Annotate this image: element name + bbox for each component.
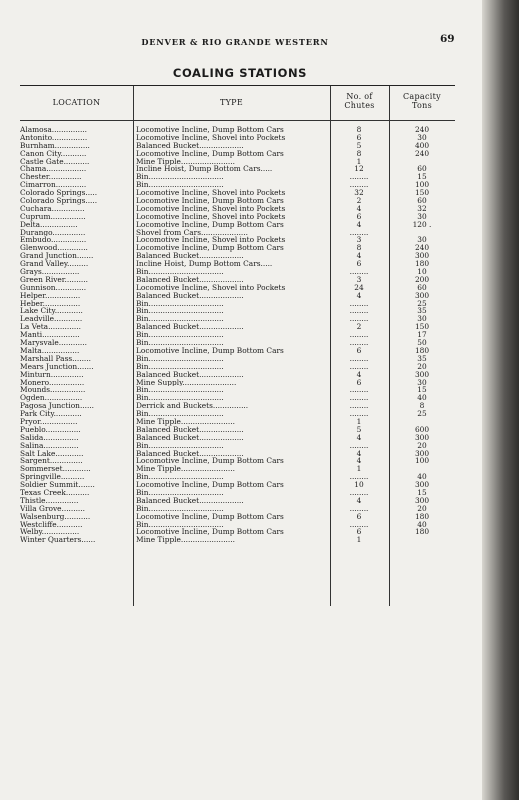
header-chutes-line1: No. of	[346, 92, 373, 101]
table-row	[20, 363, 455, 371]
cell-type: Incline Hoist, Dump Bottom Cars.....	[136, 165, 273, 174]
cell-location: Sargent..............	[20, 457, 83, 466]
cell-location: Walsenburg...........	[20, 512, 91, 521]
cell-capacity: 15	[417, 488, 427, 497]
section-title: COALING STATIONS	[172, 66, 308, 80]
table-row	[20, 252, 455, 260]
cell-location: Chester..............	[20, 173, 82, 182]
table-row	[20, 339, 455, 347]
cell-location: Westcliffe...........	[20, 520, 83, 529]
cell-location: Sommerset............	[20, 465, 91, 474]
cell-capacity: 180	[414, 512, 430, 521]
cell-type: Locomotive Incline, Shovel into Pockets	[136, 236, 286, 245]
cell-location: Durango..............	[20, 228, 86, 237]
table-row	[20, 292, 455, 300]
cell-type: Bin................................	[136, 331, 224, 340]
cell-chutes: 5	[356, 141, 362, 150]
cell-chutes: 4	[356, 496, 362, 505]
cell-type: Locomotive Incline, Shovel into Pockets	[136, 204, 286, 213]
cell-type: Balanced Bucket...................	[136, 275, 244, 284]
cell-location: Monero...............	[20, 378, 85, 387]
cell-chutes: ........	[349, 307, 369, 316]
cell-location: La Veta..............	[20, 323, 81, 332]
cell-chutes: 6	[356, 260, 362, 269]
cell-type: Mine Tipple.......................	[136, 157, 235, 166]
cell-type: Balanced Bucket...................	[136, 425, 244, 434]
cell-capacity: 300	[414, 370, 430, 379]
cell-capacity: 300	[414, 291, 430, 300]
cell-capacity: 17	[417, 331, 427, 340]
cell-type: Locomotive Incline, Dump Bottom Cars	[136, 481, 284, 489]
table-row	[20, 142, 455, 150]
cell-chutes: ........	[349, 441, 369, 450]
cell-capacity: 30	[417, 212, 427, 221]
table-row	[20, 394, 455, 402]
cell-location: Malta................	[20, 346, 80, 355]
cell-type: Balanced Bucket...................	[136, 370, 244, 379]
table-row	[20, 181, 455, 189]
cell-chutes: ........	[349, 354, 369, 363]
cell-chutes: 3	[356, 236, 362, 245]
table-row	[20, 307, 455, 315]
cell-location: Salina...............	[20, 441, 79, 450]
table-row	[20, 513, 455, 521]
cell-chutes: 6	[356, 346, 362, 355]
cell-location: Colorado Springs.....	[20, 197, 98, 205]
table-row	[20, 410, 455, 418]
cell-capacity: 30	[417, 236, 427, 245]
cell-chutes: 2	[356, 323, 362, 332]
cell-location: Grand Valley.........	[20, 260, 89, 269]
cell-type: Bin................................	[136, 173, 224, 182]
cell-chutes: ........	[349, 181, 369, 190]
table-row	[20, 205, 455, 213]
coaling-stations-table	[20, 85, 455, 606]
cell-type: Mine Supply.......................	[136, 378, 237, 387]
table-row	[20, 331, 455, 339]
table-row	[20, 260, 455, 268]
cell-chutes: 4	[356, 457, 362, 466]
cell-capacity: 300	[414, 496, 430, 505]
header-location: LOCATION	[52, 98, 101, 107]
table-row	[20, 173, 455, 181]
cell-chutes: 8	[356, 126, 362, 134]
cell-type: Locomotive Incline, Dump Bottom Cars	[136, 220, 284, 229]
table-row	[20, 165, 455, 173]
cell-type: Derrick and Buckets...............	[136, 402, 249, 411]
cell-capacity: 150	[414, 323, 430, 332]
cell-type: Bin................................	[136, 504, 224, 513]
cell-capacity: 20	[417, 362, 427, 371]
cell-chutes: 1	[356, 536, 362, 545]
cell-type: Locomotive Incline, Dump Bottom Cars	[136, 149, 284, 158]
table-row	[20, 528, 455, 536]
cell-type: Bin................................	[136, 315, 224, 324]
cell-type: Balanced Bucket...................	[136, 323, 244, 332]
cell-location: Winter Quarters......	[20, 536, 96, 545]
cell-type: Bin................................	[136, 181, 224, 190]
cell-type: Bin................................	[136, 520, 224, 529]
cell-chutes: 10	[354, 481, 364, 489]
table-row	[20, 379, 455, 387]
cell-type: Bin................................	[136, 339, 224, 347]
cell-chutes: ........	[349, 410, 369, 418]
cell-type: Bin................................	[136, 307, 224, 316]
cell-capacity: 40	[417, 473, 427, 482]
cell-chutes: 1	[356, 417, 362, 426]
table-row	[20, 315, 455, 323]
cell-location: Delta................	[20, 220, 78, 229]
cell-type: Incline Hoist, Dump Bottom Cars.....	[136, 260, 273, 269]
cell-location: Springville..........	[20, 473, 85, 482]
cell-capacity: 120 .	[412, 220, 432, 229]
cell-location: Park City............	[20, 410, 82, 418]
cell-capacity: 15	[417, 173, 427, 182]
cell-chutes: 3	[356, 275, 362, 284]
table-row	[20, 347, 455, 355]
table-row	[20, 197, 455, 205]
cell-chutes: 4	[356, 204, 362, 213]
table-row	[20, 465, 455, 473]
header-type: TYPE	[219, 98, 244, 107]
table-row	[20, 450, 455, 458]
cell-type: Locomotive Incline, Dump Bottom Cars	[136, 512, 284, 521]
cell-chutes: 1	[356, 157, 362, 166]
cell-location: Helper...............	[20, 291, 81, 300]
cell-capacity: 300	[414, 433, 430, 442]
cell-capacity: 240	[414, 244, 430, 253]
cell-type: Bin................................	[136, 473, 224, 482]
cell-type: Shovel from Cars....................	[136, 228, 248, 237]
table-row	[20, 386, 455, 394]
cell-location: Mears Junction.......	[20, 362, 94, 371]
cell-chutes: ........	[349, 394, 369, 403]
cell-type: Balanced Bucket...................	[136, 252, 244, 261]
table-row	[20, 300, 455, 308]
header-rule	[20, 120, 455, 121]
cell-capacity: 100	[414, 181, 430, 190]
table-row	[20, 371, 455, 379]
table-row	[20, 426, 455, 434]
cell-chutes: ........	[349, 402, 369, 411]
cell-location: Canon City...........	[20, 149, 87, 158]
page-number: 69	[440, 33, 455, 45]
cell-location: Grand Junction.......	[20, 252, 94, 261]
cell-chutes: ........	[349, 488, 369, 497]
cell-type: Locomotive Incline, Shovel into Pockets	[136, 212, 286, 221]
cell-type: Balanced Bucket...................	[136, 496, 244, 505]
cell-type: Bin................................	[136, 394, 224, 403]
header-chutes-line2: Chutes	[344, 101, 375, 110]
cell-chutes: 6	[356, 378, 362, 387]
cell-location: Pagosa Junction......	[20, 402, 95, 411]
cell-capacity: 15	[417, 386, 427, 395]
table-row	[20, 236, 455, 244]
cell-location: Lake City............	[20, 307, 83, 316]
cell-capacity: 10	[417, 268, 427, 276]
cell-chutes: 4	[356, 220, 362, 229]
cell-type: Locomotive Incline, Dump Bottom Cars	[136, 126, 284, 134]
cell-chutes: 24	[354, 283, 364, 292]
cell-type: Locomotive Incline, Dump Bottom Cars	[136, 457, 284, 466]
cell-location: Texas Creek..........	[20, 488, 90, 497]
cell-type: Locomotive Incline, Shovel into Pockets	[136, 133, 286, 142]
cell-chutes: ........	[349, 520, 369, 529]
cell-chutes: 4	[356, 449, 362, 458]
cell-location: Soldier Summit.......	[20, 481, 95, 489]
cell-location: Marysvale............	[20, 339, 87, 347]
cell-capacity: 300	[414, 252, 430, 261]
table-row	[20, 229, 455, 237]
cell-chutes: ........	[349, 173, 369, 182]
cell-type: Bin................................	[136, 410, 224, 418]
cell-chutes: 6	[356, 512, 362, 521]
cell-chutes: ........	[349, 228, 369, 237]
cell-location: Grays................	[20, 268, 80, 276]
cell-chutes: ........	[349, 386, 369, 395]
table-row	[20, 473, 455, 481]
table-row	[20, 434, 455, 442]
cell-location: Ogden................	[20, 394, 83, 403]
cell-location: Welby................	[20, 528, 80, 537]
cell-chutes: 5	[356, 425, 362, 434]
cell-chutes: ........	[349, 339, 369, 347]
cell-type: Mine Tipple.......................	[136, 536, 235, 545]
cell-location: Marshall Pass........	[20, 354, 91, 363]
cell-location: Antonito...............	[20, 133, 88, 142]
cell-chutes: ........	[349, 331, 369, 340]
table-row	[20, 158, 455, 166]
cell-type: Locomotive Incline, Dump Bottom Cars	[136, 244, 284, 253]
cell-location: Mounds...............	[20, 386, 86, 395]
table-row	[20, 505, 455, 513]
cell-capacity: 30	[417, 133, 427, 142]
cell-capacity: 35	[417, 354, 427, 363]
cell-chutes: 1	[356, 465, 362, 474]
cell-capacity: 240	[414, 149, 430, 158]
table-row	[20, 457, 455, 465]
cell-chutes: ........	[349, 299, 369, 308]
cell-capacity: 60	[417, 197, 427, 205]
cell-location: Pryor................	[20, 417, 78, 426]
cell-chutes: 12	[354, 165, 364, 174]
cell-type: Balanced Bucket...................	[136, 449, 244, 458]
cell-capacity: 300	[414, 481, 430, 489]
cell-chutes: 8	[356, 244, 362, 253]
cell-capacity: 30	[417, 378, 427, 387]
cell-type: Bin................................	[136, 362, 224, 371]
cell-chutes: 6	[356, 528, 362, 537]
cell-capacity: 100	[414, 457, 430, 466]
cell-type: Locomotive Incline, Dump Bottom Cars	[136, 346, 284, 355]
table-row	[20, 213, 455, 221]
table-row	[20, 126, 455, 134]
table-body	[20, 126, 455, 544]
table-row	[20, 189, 455, 197]
cell-chutes: 2	[356, 197, 362, 205]
cell-capacity: 40	[417, 394, 427, 403]
cell-capacity: 300	[414, 449, 430, 458]
cell-location: Cuprum...............	[20, 212, 86, 221]
cell-type: Bin................................	[136, 441, 224, 450]
cell-chutes: 4	[356, 370, 362, 379]
cell-location: Chama.................	[20, 165, 87, 174]
table-row	[20, 244, 455, 252]
cell-chutes: 4	[356, 291, 362, 300]
cell-capacity: 180	[414, 260, 430, 269]
cell-capacity: 40	[417, 520, 427, 529]
cell-chutes: 8	[356, 149, 362, 158]
book-spine-shadow	[482, 0, 519, 800]
cell-location: Pueblo...............	[20, 425, 81, 434]
cell-capacity: 240	[414, 126, 430, 134]
cell-capacity: 150	[414, 189, 430, 198]
cell-chutes: 32	[354, 189, 364, 198]
cell-type: Balanced Bucket...................	[136, 141, 244, 150]
cell-type: Bin................................	[136, 386, 224, 395]
cell-type: Mine Tipple.......................	[136, 417, 235, 426]
table-row	[20, 150, 455, 158]
cell-capacity: 180	[414, 346, 430, 355]
cell-capacity: 600	[414, 425, 430, 434]
cell-chutes: ........	[349, 504, 369, 513]
cell-chutes: ........	[349, 473, 369, 482]
cell-location: Salida...............	[20, 433, 79, 442]
cell-location: Salt Lake............	[20, 449, 84, 458]
cell-location: Thistle..............	[20, 496, 79, 505]
cell-capacity: 25	[417, 299, 427, 308]
cell-location: Leadville............	[20, 315, 83, 324]
table-row	[20, 536, 455, 544]
table-row	[20, 481, 455, 489]
cell-chutes: 4	[356, 433, 362, 442]
cell-type: Bin................................	[136, 354, 224, 363]
cell-location: Castle Gate...........	[20, 157, 90, 166]
table-row	[20, 442, 455, 450]
table-row	[20, 284, 455, 292]
cell-capacity: 35	[417, 307, 427, 316]
cell-chutes: 6	[356, 212, 362, 221]
cell-location: Green River..........	[20, 275, 88, 284]
cell-location: Alamosa...............	[20, 126, 88, 134]
cell-capacity: 50	[417, 339, 427, 347]
cell-location: Cimarron.............	[20, 181, 87, 190]
cell-type: Locomotive Incline, Dump Bottom Cars	[136, 197, 284, 205]
cell-location: Embudo...............	[20, 236, 87, 245]
cell-chutes: 6	[356, 133, 362, 142]
cell-capacity: 60	[417, 165, 427, 174]
cell-location: Gunnison.............	[20, 283, 87, 292]
header-capacity-line1: Capacity	[403, 92, 441, 101]
cell-capacity: 30	[417, 315, 427, 324]
cell-location: Manti................	[20, 331, 80, 340]
cell-location: Heber................	[20, 299, 81, 308]
cell-capacity: 180	[414, 528, 430, 537]
cell-type: Balanced Bucket...................	[136, 433, 244, 442]
table-row	[20, 497, 455, 505]
cell-type: Bin................................	[136, 299, 224, 308]
cell-location: Villa Grove..........	[20, 504, 85, 513]
cell-type: Locomotive Incline, Shovel into Pockets	[136, 189, 286, 198]
cell-capacity: 20	[417, 504, 427, 513]
cell-chutes: ........	[349, 362, 369, 371]
cell-capacity: 32	[417, 204, 427, 213]
cell-type: Bin................................	[136, 488, 224, 497]
table-row	[20, 323, 455, 331]
cell-location: Minturn..............	[20, 370, 84, 379]
header-capacity-line2: Tons	[412, 101, 432, 110]
table-row	[20, 221, 455, 229]
table-row	[20, 418, 455, 426]
cell-type: Locomotive Incline, Dump Bottom Cars	[136, 528, 284, 537]
cell-capacity: 200	[414, 275, 430, 284]
cell-type: Balanced Bucket...................	[136, 291, 244, 300]
cell-capacity: 20	[417, 441, 427, 450]
table-row	[20, 276, 455, 284]
cell-location: Glenwood.............	[20, 244, 88, 253]
cell-capacity: 25	[417, 410, 427, 418]
cell-capacity: 400	[414, 141, 430, 150]
cell-capacity: 8	[419, 402, 425, 411]
cell-capacity: 60	[417, 283, 427, 292]
cell-type: Mine Tipple.......................	[136, 465, 235, 474]
table-row	[20, 134, 455, 142]
cell-type: Bin................................	[136, 268, 224, 276]
cell-location: Cuchara..............	[20, 204, 85, 213]
table-row	[20, 489, 455, 497]
cell-location: Colorado Springs.....	[20, 189, 98, 198]
table-row	[20, 521, 455, 529]
table-row	[20, 402, 455, 410]
cell-chutes: ........	[349, 315, 369, 324]
cell-location: Burnham...............	[20, 141, 90, 150]
cell-chutes: ........	[349, 268, 369, 276]
table-row	[20, 355, 455, 363]
table-row	[20, 268, 455, 276]
cell-chutes: 4	[356, 252, 362, 261]
cell-type: Locomotive Incline, Shovel into Pockets	[136, 283, 286, 292]
running-head: DENVER & RIO GRANDE WESTERN	[141, 37, 329, 47]
